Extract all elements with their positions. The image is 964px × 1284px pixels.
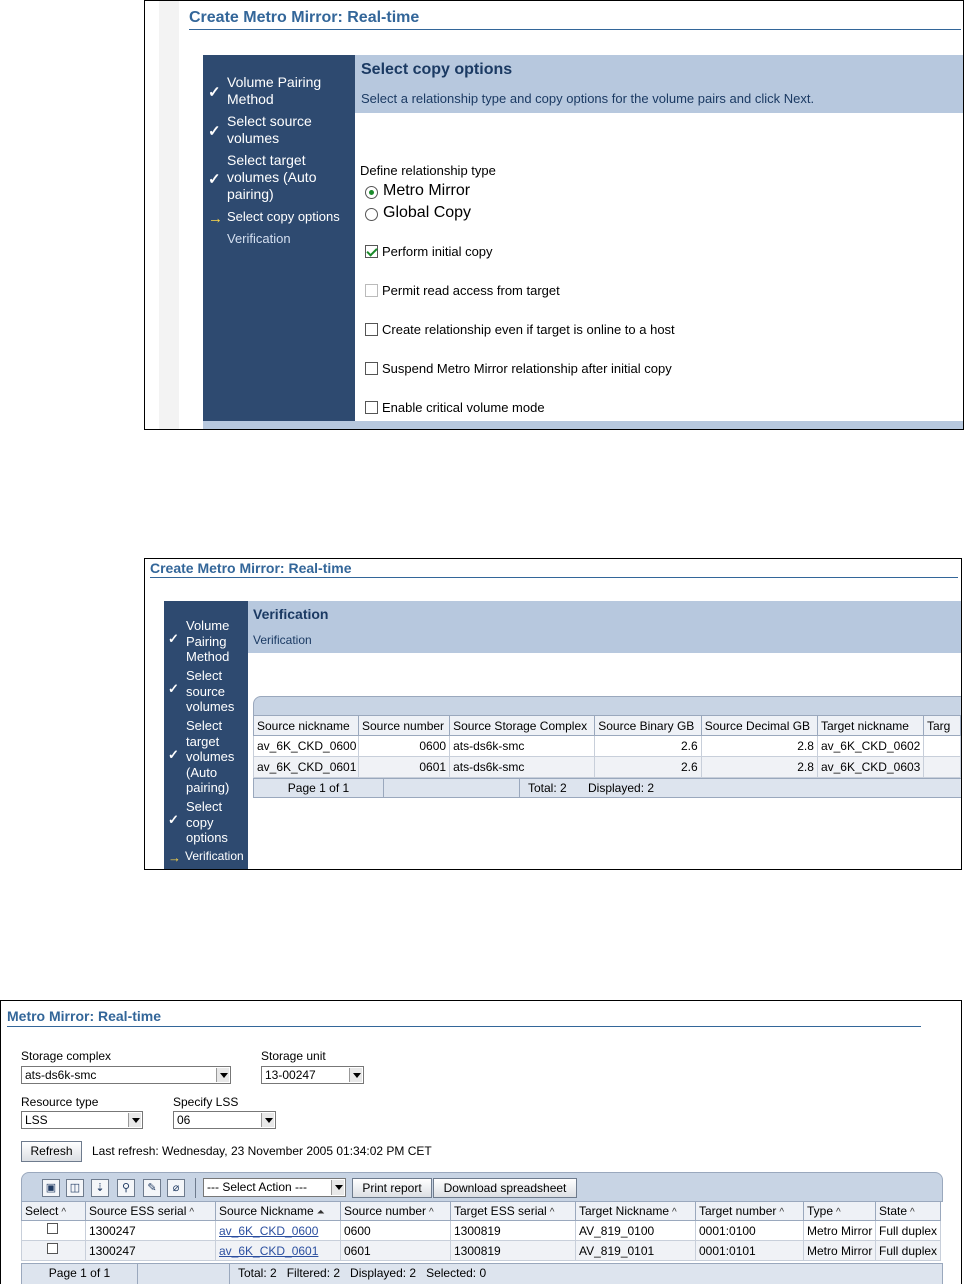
table-row xyxy=(22,1241,941,1261)
nav-step-label-line: Method xyxy=(227,91,274,107)
table-cell xyxy=(923,757,960,778)
specify-lss-select[interactable] xyxy=(173,1111,276,1129)
clear-sort-icon[interactable]: ⌀ xyxy=(167,1179,185,1197)
chevron-down-icon[interactable] xyxy=(216,1068,229,1082)
table-cell: 2.8 xyxy=(701,757,817,778)
metro-mirror-table xyxy=(21,1201,941,1261)
sort-icon[interactable]: ^ xyxy=(429,1207,434,1218)
storage-unit-label: Storage unit xyxy=(261,1049,326,1063)
footer-spacer xyxy=(138,1264,230,1284)
column-header[interactable]: Target nickname xyxy=(817,716,923,736)
checkmark-icon: ✓ xyxy=(168,681,179,696)
table-cell: Metro Mirror xyxy=(804,1221,876,1241)
column-header-label: Source Nickname xyxy=(219,1204,314,1218)
relationship-type-radio-1[interactable] xyxy=(365,186,378,199)
option-checkbox-label: Create relationship even if target is online to a host xyxy=(382,322,675,337)
select-action-dropdown[interactable] xyxy=(203,1178,346,1197)
table-cell: ats-ds6k-smc xyxy=(450,757,595,778)
option-checkbox-2[interactable] xyxy=(365,284,378,297)
column-header-sortable[interactable] xyxy=(696,1202,804,1221)
verification-table xyxy=(253,715,961,778)
column-header-sortable[interactable] xyxy=(451,1202,576,1221)
edit-sort-icon[interactable]: ✎ xyxy=(143,1179,161,1197)
resource-type-label: Resource type xyxy=(21,1095,99,1109)
option-checkbox-3[interactable] xyxy=(365,323,378,336)
source-nickname-link[interactable]: av_6K_CKD_0601 xyxy=(219,1243,319,1258)
last-refresh-text: Last refresh: Wednesday, 23 November 2005 01:34:02 PM CET xyxy=(92,1144,432,1158)
download-spreadsheet-button[interactable]: Download spreadsheet xyxy=(433,1178,577,1198)
table-cell: 0600 xyxy=(341,1221,451,1241)
table-cell: 0601 xyxy=(359,757,450,778)
table-cell: 0600 xyxy=(359,736,450,757)
column-header[interactable]: Source nickname xyxy=(254,716,359,736)
displayed-count: Displayed: 2 xyxy=(588,781,655,795)
title-underline xyxy=(7,1026,921,1027)
specify-lss-value: 06 xyxy=(177,1113,191,1127)
column-header-sortable[interactable] xyxy=(22,1202,86,1221)
source-nickname-link[interactable]: av_6K_CKD_0600 xyxy=(219,1223,319,1238)
table-cell: Full duplex xyxy=(876,1241,941,1261)
sort-icon[interactable]: ^ xyxy=(910,1207,915,1218)
table-cell: 1300247 xyxy=(86,1241,216,1261)
nav-step-label-line: Select xyxy=(186,799,223,814)
nav-step-label-line: options xyxy=(186,830,228,845)
column-header-label: Select xyxy=(25,1204,59,1218)
nav-step-label-line: Pairing xyxy=(186,633,227,649)
step-description: Select a relationship type and copy options for the volume pairs and click Next. xyxy=(361,91,815,106)
chevron-down-icon[interactable] xyxy=(261,1113,274,1127)
option-checkbox-1[interactable] xyxy=(365,245,378,258)
table-row xyxy=(22,1221,941,1241)
table-footer xyxy=(253,778,962,798)
nav-step-label-line: (Auto xyxy=(186,764,218,780)
nav-step-label-line: pairing) xyxy=(227,186,274,202)
checkmark-icon: ✓ xyxy=(208,123,221,140)
column-header-label: Type xyxy=(807,1204,834,1218)
table-cell: 1300819 xyxy=(451,1241,576,1261)
footer-spacer xyxy=(384,779,520,797)
column-header-label: Target ESS serial xyxy=(454,1204,547,1218)
nav-step-label-line: Verification xyxy=(185,849,244,863)
row-select-checkbox[interactable] xyxy=(47,1223,58,1234)
column-header[interactable]: Source Binary GB xyxy=(595,716,701,736)
table-row xyxy=(254,757,961,778)
relationship-type-label: Global Copy xyxy=(383,204,472,221)
page-title: Create Metro Mirror: Real-time xyxy=(150,560,352,576)
nav-step-label-line: source xyxy=(186,683,226,699)
table-header-row xyxy=(22,1202,941,1221)
show-filter-icon[interactable]: ⇣ xyxy=(91,1179,109,1197)
sort-icon[interactable]: ^ xyxy=(672,1207,677,1218)
nav-step-label-line: Select target xyxy=(227,152,306,168)
chevron-down-icon[interactable] xyxy=(128,1113,141,1127)
arrow-right-icon: → xyxy=(168,850,181,865)
clear-filter-icon[interactable]: ⚲ xyxy=(117,1179,135,1197)
nav-step-label-line: volumes xyxy=(227,130,280,146)
sort-icon[interactable]: ^ xyxy=(61,1207,67,1218)
page-title: Metro Mirror: Real-time xyxy=(7,1008,162,1024)
checkmark-icon: ✓ xyxy=(208,171,221,188)
relationship-type-label: Metro Mirror xyxy=(383,182,471,199)
table-footer xyxy=(21,1263,943,1284)
table-cell: 1300819 xyxy=(451,1221,576,1241)
option-checkbox-label: Suspend Metro Mirror relationship after initial copy xyxy=(382,361,672,376)
select-action-value: --- Select Action --- xyxy=(207,1180,308,1194)
resource-type-value: LSS xyxy=(25,1113,48,1127)
relationship-type-radio-2[interactable] xyxy=(365,208,378,221)
option-checkbox-4[interactable] xyxy=(365,362,378,375)
page-indicator: Page 1 of 1 xyxy=(254,779,384,797)
arrow-right-icon: → xyxy=(208,210,223,227)
storage-unit-select[interactable] xyxy=(261,1066,364,1084)
print-report-button[interactable]: Print report xyxy=(352,1178,432,1198)
column-header-label: Source ESS serial xyxy=(89,1204,187,1218)
nav-step-label-line: Select copy options xyxy=(227,209,340,224)
chevron-down-icon[interactable] xyxy=(349,1068,362,1082)
column-header-sortable[interactable] xyxy=(804,1202,876,1221)
title-underline xyxy=(189,29,961,30)
specify-lss-label: Specify LSS xyxy=(173,1095,239,1109)
table-cell: Full duplex xyxy=(876,1221,941,1241)
table-cell: 2.6 xyxy=(595,736,701,757)
table-cell: 2.8 xyxy=(701,736,817,757)
table-cell: 0001:0100 xyxy=(696,1221,804,1241)
nav-step-label-line: volumes xyxy=(186,749,235,764)
step-title: Select copy options xyxy=(361,61,513,78)
column-header-label: Target number xyxy=(699,1204,777,1218)
step-header xyxy=(355,55,964,113)
table-summary: Total: 2 Filtered: 2 Displayed: 2 Selected: 0 xyxy=(238,1266,487,1280)
sort-ascending-active-icon[interactable]: ⏶ xyxy=(316,1207,325,1218)
nav-step-label-line: volumes (Auto xyxy=(227,169,317,185)
nav-step-label-line: pairing) xyxy=(186,780,230,795)
create-metro-mirror-panel-verification xyxy=(144,558,962,870)
toolbar-divider xyxy=(195,1178,196,1198)
step-description: Verification xyxy=(253,633,312,647)
left-gutter xyxy=(159,1,179,430)
page-indicator: Page 1 of 1 xyxy=(22,1264,138,1284)
sort-icon[interactable]: ^ xyxy=(779,1207,785,1218)
nav-step-label-line: Volume Pairing xyxy=(227,74,322,90)
table-cell: av_6K_CKD_0603 xyxy=(817,757,923,778)
step-title: Verification xyxy=(253,606,329,622)
wizard-step-nav xyxy=(203,55,355,430)
row-select-checkbox[interactable] xyxy=(47,1243,58,1254)
column-header[interactable]: Source Decimal GB xyxy=(701,716,817,736)
step-header xyxy=(248,601,962,653)
select-cell xyxy=(22,1241,86,1261)
bottom-band xyxy=(203,421,964,430)
select-all-icon[interactable]: ▣ xyxy=(42,1179,60,1197)
nav-step-label-line: Method xyxy=(186,649,230,664)
nav-step-label-line: Verification xyxy=(227,231,291,246)
column-header[interactable]: Source Storage Complex xyxy=(450,716,595,736)
column-header-label: Source number xyxy=(344,1204,427,1218)
table-cell: av_6K_CKD_0601 xyxy=(254,757,359,778)
nav-step-label-line: target xyxy=(186,733,220,749)
create-metro-mirror-panel-copy-options xyxy=(144,0,964,430)
page-title: Create Metro Mirror: Real-time xyxy=(189,9,420,26)
sort-icon[interactable]: ^ xyxy=(836,1207,841,1218)
wizard-step-nav xyxy=(164,601,248,870)
option-checkbox-5[interactable] xyxy=(365,401,378,414)
table-cell: av_6K_CKD_0600 xyxy=(254,736,359,757)
nav-step-label-line: Select xyxy=(186,718,223,733)
title-underline xyxy=(150,577,958,578)
storage-complex-select[interactable] xyxy=(21,1066,231,1084)
table-cell: 2.6 xyxy=(595,757,701,778)
table-cell: 0601 xyxy=(341,1241,451,1261)
nav-step-label-line: volumes xyxy=(186,699,235,714)
table-cell: Metro Mirror xyxy=(804,1241,876,1261)
nav-step-label-line: Select xyxy=(186,668,223,683)
resource-type-select[interactable] xyxy=(21,1111,143,1129)
table-cell: AV_819_0101 xyxy=(576,1241,696,1261)
column-header-label: State xyxy=(879,1204,908,1218)
table-toolbar xyxy=(253,696,962,716)
table-cell: AV_819_0100 xyxy=(576,1221,696,1241)
checkmark-icon: ✓ xyxy=(208,84,221,101)
checkmark-icon: ✓ xyxy=(168,631,179,646)
column-header-sortable[interactable] xyxy=(86,1202,216,1221)
table-cell xyxy=(923,736,960,757)
table-cell: av_6K_CKD_0602 xyxy=(817,736,923,757)
column-header[interactable]: Targ xyxy=(923,716,960,736)
checkmark-icon: ✓ xyxy=(168,812,179,827)
checkmark-icon: ✓ xyxy=(168,747,179,762)
refresh-button[interactable]: Refresh xyxy=(21,1141,82,1162)
column-header[interactable]: Source number xyxy=(359,716,450,736)
nav-step-label-line: Volume xyxy=(186,618,230,633)
table-cell: ats-ds6k-smc xyxy=(450,736,595,757)
option-checkbox-label: Enable critical volume mode xyxy=(382,400,545,415)
chevron-down-icon[interactable] xyxy=(331,1180,344,1195)
table-cell: 0001:0101 xyxy=(696,1241,804,1261)
storage-unit-value: 13-00247 xyxy=(265,1068,316,1082)
column-header-sortable[interactable] xyxy=(576,1202,696,1221)
column-header-sortable[interactable] xyxy=(341,1202,451,1221)
table-cell[interactable] xyxy=(216,1241,341,1261)
column-header-sortable[interactable] xyxy=(876,1202,941,1221)
select-cell xyxy=(22,1221,86,1241)
storage-complex-value: ats-ds6k-smc xyxy=(25,1068,97,1082)
sort-icon[interactable]: ^ xyxy=(189,1207,195,1218)
deselect-all-icon[interactable]: ◫ xyxy=(66,1179,84,1197)
table-header-row xyxy=(254,716,961,736)
sort-icon[interactable]: ^ xyxy=(549,1207,555,1218)
storage-complex-label: Storage complex xyxy=(21,1049,112,1063)
column-header-sortable[interactable] xyxy=(216,1202,341,1221)
nav-step-label-line: Select source xyxy=(227,113,312,129)
column-header-label: Target Nickname xyxy=(579,1204,670,1218)
nav-step-label-line: copy xyxy=(186,814,214,830)
total-count: Total: 2 xyxy=(528,781,567,795)
table-cell[interactable] xyxy=(216,1221,341,1241)
define-relationship-label: Define relationship type xyxy=(360,163,496,178)
table-cell: 1300247 xyxy=(86,1221,216,1241)
option-checkbox-label: Perform initial copy xyxy=(382,244,493,259)
option-checkbox-label: Permit read access from target xyxy=(382,283,560,298)
metro-mirror-realtime-panel xyxy=(0,1000,962,1284)
table-row xyxy=(254,736,961,757)
